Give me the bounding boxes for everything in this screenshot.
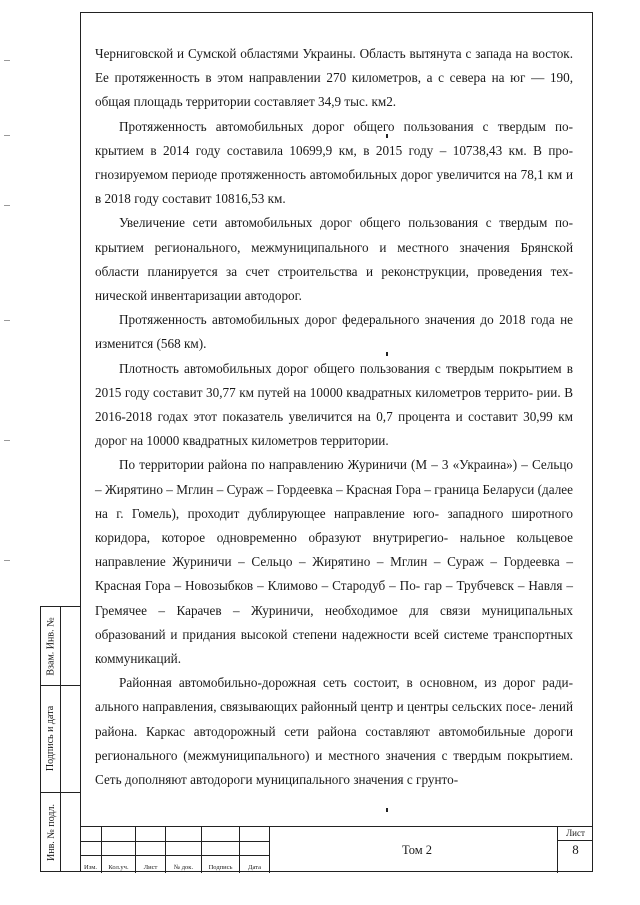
scan-mark	[4, 560, 10, 561]
scan-mark	[4, 205, 10, 206]
text-line: лений района. Каркас автодорожный сети района составляют автомобильные	[95, 699, 573, 739]
text-line: дороги регионального (межмуниципального) и местного значения с твердым	[95, 723, 574, 763]
text-line: Протяженность автомобильных дорог федерального значения до 2018 года	[119, 312, 555, 328]
title-block-column	[202, 827, 240, 873]
document-body	[95, 42, 573, 792]
text-line: Беларуси (далее на г. Гомель), проходит дублирующее направление юго-	[95, 481, 573, 521]
sheet-box	[557, 827, 593, 873]
sheet-label: Лист	[558, 827, 593, 841]
paragraph	[95, 308, 573, 356]
scan-dot	[386, 134, 388, 138]
text-line: гар – Трубчевск – Навля – Гремячее – Карачев – Журиничи, необходимое для	[95, 578, 573, 618]
scan-mark	[4, 440, 10, 441]
text-line: западного широтного коридора, которое одновременно образуют внутрирегио-	[95, 505, 573, 546]
text-line: км и в 2018 году составит 10816,53 км.	[95, 167, 573, 207]
text-line: гнозируемом периоде протяженность автомобильных дорог увеличится на 78,1	[95, 167, 544, 183]
text-line: Сураж – Гордеевка – Красная Гора – Новозыбков – Климово – Стародуб – По-	[95, 554, 573, 594]
text-line: в 2015 году составит 30,77 км путей на 10000 квадратных километров террито-	[95, 360, 573, 400]
title-block-column	[240, 827, 270, 873]
text-line: По территории района по направлению Журиничи (М – 3 «Украина») –	[119, 457, 528, 473]
paragraph	[95, 357, 573, 454]
title-block-column	[166, 827, 202, 873]
paragraph	[95, 42, 573, 115]
paragraph	[95, 453, 573, 671]
title-block-column	[102, 827, 136, 873]
text-line: Протяженность автомобильных дорог общего пользования с твердым по-	[119, 118, 573, 134]
text-line: Плотность автомобильных дорог общего пользования с твердым покрытием	[119, 360, 562, 376]
paragraph	[95, 211, 573, 308]
text-line: покрытием. Сеть дополняют автодороги муниципального значения с грунто-	[95, 747, 573, 788]
text-line: области планируется за счет строительства и реконструкции, проведения тех-	[95, 263, 573, 279]
scan-dot	[386, 352, 388, 356]
title-block-column-label: Кол.уч.	[108, 864, 129, 871]
text-line: всей системе транспортных коммуникаций.	[95, 626, 573, 667]
text-line: крытием в 2014 году составила 10699,9 км, в 2015 году – 10738,43 км. В про-	[95, 142, 573, 158]
text-line: ального направления, связывающих районный центр и центры сельских посе-	[95, 699, 536, 715]
stamp-value-column	[61, 607, 81, 871]
text-line: нической инвентаризации автодорог.	[95, 288, 302, 304]
left-stamp-strip	[40, 606, 80, 872]
text-line: связи муниципальных образований и придания высокой степени надежности	[95, 602, 573, 642]
title-block-column-label: Дата	[248, 864, 261, 871]
scan-mark	[4, 320, 10, 321]
text-line: восток. Ее протяженность в этом направлении 270 километров, а с севера на юг	[95, 46, 573, 86]
title-block-column-label: № док.	[173, 864, 194, 871]
title-block-column	[80, 827, 102, 873]
paragraph	[95, 115, 573, 212]
text-line: 30,99 км дорог на 10000 квадратных километров территории.	[95, 409, 573, 449]
text-line: — 190, общая площадь территории составляет 34,9 тыс. км2.	[95, 70, 574, 110]
text-line: нальное кольцевое направление Журиничи – Сельцо – Жирятино – Мглин –	[95, 530, 574, 570]
title-block	[80, 826, 593, 872]
text-line: не изменится (568 км).	[95, 312, 574, 352]
text-line: рии. В 2016-2018 годах этот показатель увеличится на 0,7 процента и составит	[95, 384, 573, 425]
scan-dot	[386, 808, 388, 812]
title-block-column	[136, 827, 166, 873]
sheet-number: 8	[572, 842, 579, 857]
scan-mark	[4, 135, 10, 136]
text-line: крытием регионального, межмуниципального и местного значения Брянской	[95, 239, 573, 255]
title-block-column-label: Лист	[143, 864, 158, 871]
text-line: Увеличение сети автомобильных дорог общего пользования с твердым по-	[119, 215, 573, 231]
paragraph	[95, 671, 573, 792]
text-line: Районная автомобильно-дорожная сеть состоит, в основном, из дорог ради-	[119, 675, 573, 691]
volume-label: Том 2	[402, 843, 432, 857]
text-line: Сельцо – Жирятино – Мглин – Сураж – Гордеевка – Красная Гора – граница	[95, 457, 574, 497]
title-block-column-label: Изм.	[84, 864, 97, 871]
inv-podl-label: Инв. № подл.	[45, 804, 57, 861]
scan-mark	[4, 60, 10, 61]
podpis-data-label: Подпись и дата	[45, 705, 57, 772]
vzam-inv-label: Взам. Инв. №	[45, 616, 57, 676]
title-block-column-label: Подпись	[208, 864, 233, 871]
text-line: Черниговской и Сумской областями Украины. Область вытянута с запада на	[95, 46, 529, 61]
